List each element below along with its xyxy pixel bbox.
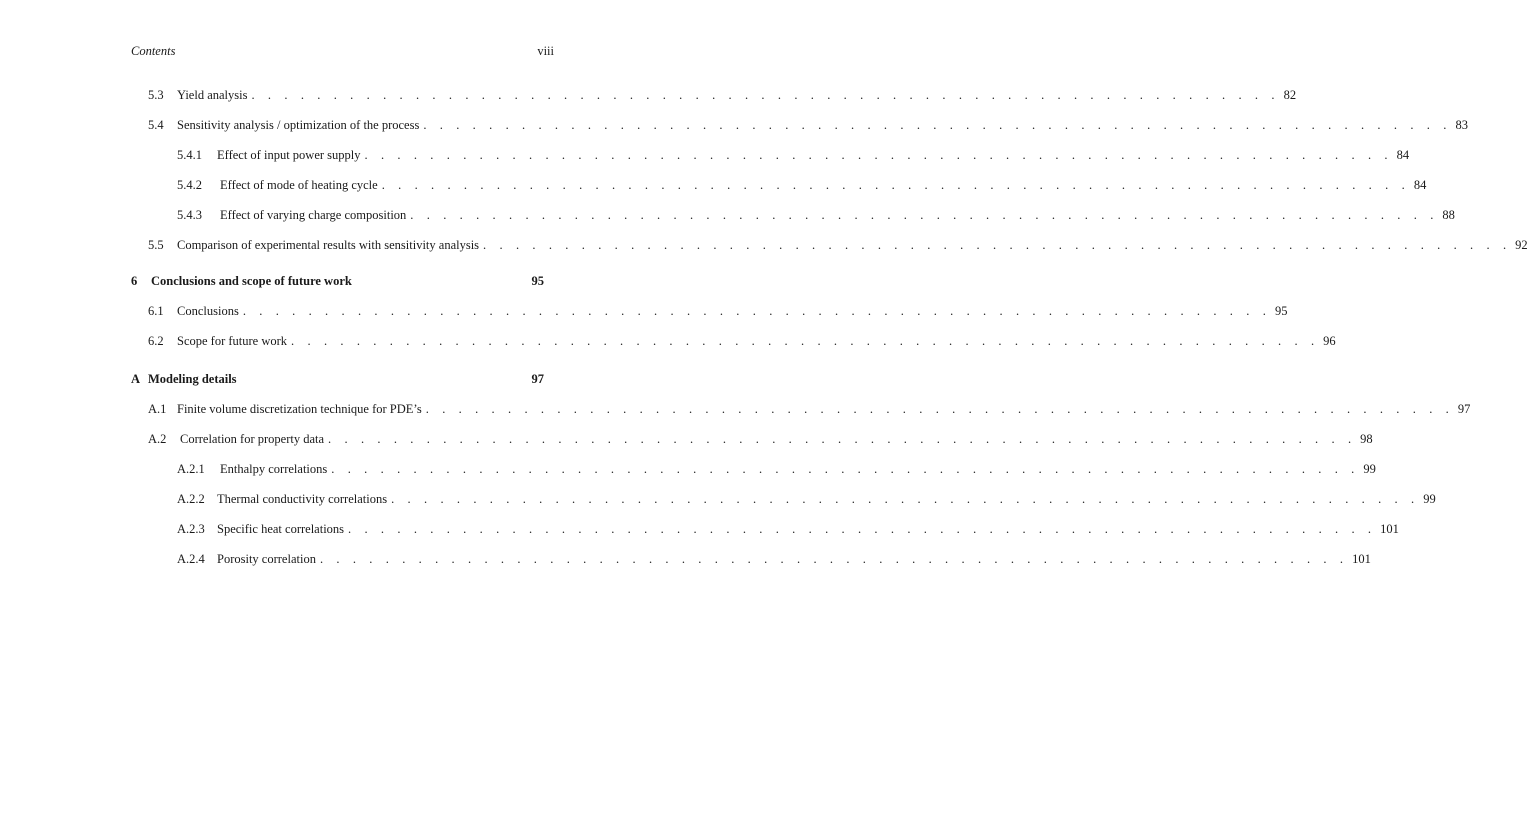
toc-entry[interactable] [177,208,1455,224]
toc-entry[interactable] [148,334,1336,350]
toc-entry-number: A.2.3 [177,522,205,536]
toc-entry-page: 82 [1283,88,1297,102]
toc-entry-number: 5.4 [148,118,164,132]
toc-chapter-title: Modeling details [148,372,237,386]
toc-entry[interactable] [148,88,1297,104]
toc-chapter-number: A [131,372,141,386]
toc-chapter-page: 97 [531,372,544,386]
toc-entry-page: 92 [1515,238,1528,252]
toc-entry-page: 101 [1380,522,1399,536]
toc-entry-number: A.2.2 [177,492,205,506]
toc-entry-number: 5.4.2 [177,178,202,192]
toc-entry-title: Comparison of experimental results with sensitivity analysis [177,238,480,252]
toc-entry-number: 5.4.1 [177,148,202,162]
toc-entry[interactable] [148,118,1468,134]
toc-entry-page: 98 [1360,432,1373,446]
toc-entry-title: Specific heat correlations [217,522,345,536]
toc-entry[interactable] [177,522,1399,538]
toc-entry-number: 5.3 [148,88,164,102]
toc-entry-title: Finite volume discretization technique for PDE’s [177,402,422,416]
leader-dots: . . . . . . . . . . . . . . . . . . . . . . . . . . . . . . . . . . . . . . . . . . . . . . . . . . . . . . . . . . . . . . . [319,552,1349,566]
leader-dots: . . . . . . . . . . . . . . . . . . . . . . . . . . . . . . . . . . . . . . . . . . . . . . . . . . . . . . . . . . . . . . . [328,432,1357,446]
toc-chapter-title: Conclusions and scope of future work [151,274,352,288]
leader-dots: . . . . . . . . . . . . . . . . . . . . . . . . . . . . . . . . . . . . . . . . . . . . . . . . . . . . . . . . . . . . . . . [242,304,1271,318]
toc-entry-number: 5.5 [148,238,164,252]
toc-entry-title: Thermal conductivity correlations [217,492,388,506]
toc-entry-page: 95 [1274,304,1288,318]
toc-entry[interactable] [177,552,1371,568]
toc-entry[interactable] [148,238,1528,254]
toc-chapter-entry[interactable] [131,372,544,388]
toc-entry-number: 5.4.3 [177,208,202,222]
toc-entry[interactable] [148,304,1288,320]
toc-entry-page: 96 [1323,334,1336,348]
toc-entry-page: 99 [1423,492,1436,506]
toc-entry-number: A.1 [148,402,167,416]
page-number: viii [537,44,554,58]
leader-dots: . . . . . . . . . . . . . . . . . . . . . . . . . . . . . . . . . . . . . . . . . . . . . . . . . . . . . . . . . . . . . . . [381,178,1410,192]
toc-chapter-entry[interactable] [131,274,544,290]
toc-entry-title: Yield analysis [177,88,248,102]
toc-entry-page: 83 [1455,118,1468,132]
toc-chapter-page: 95 [531,274,544,288]
toc-entry-title: Sensitivity analysis / optimization of the process [177,118,420,132]
toc-entry-page: 101 [1352,552,1371,566]
toc-entry[interactable] [177,492,1436,508]
leader-dots: . . . . . . . . . . . . . . . . . . . . . . . . . . . . . . . . . . . . . . . . . . . . . . . . . . . . . . . . . . . . . . . [331,462,1360,476]
toc-entry-title: Effect of input power supply [217,148,361,162]
toc-entry-page: 84 [1413,178,1427,192]
leader-dots: . . . . . . . . . . . . . . . . . . . . . . . . . . . . . . . . . . . . . . . . . . . . . . . . . . . . . . . . . . . . . . . [291,334,1320,348]
toc-entry-number: 6.1 [148,304,164,318]
leader-dots: . . . . . . . . . . . . . . . . . . . . . . . . . . . . . . . . . . . . . . . . . . . . . . . . . . . . . . . . . . . . . . . [423,118,1452,132]
toc-entry-page: 97 [1457,402,1471,416]
leader-dots: . . . . . . . . . . . . . . . . . . . . . . . . . . . . . . . . . . . . . . . . . . . . . . . . . . . . . . . . . . . . . . . [425,402,1454,416]
toc-entry-number: A.2.1 [177,462,205,476]
leader-dots: . . . . . . . . . . . . . . . . . . . . . . . . . . . . . . . . . . . . . . . . . . . . . . . . . . . . . . . . . . . . . . . [483,238,1512,252]
toc-entry-page: 84 [1396,148,1410,162]
leader-dots: . . . . . . . . . . . . . . . . . . . . . . . . . . . . . . . . . . . . . . . . . . . . . . . . . . . . . . . . . . . . . . . [410,208,1439,222]
toc-entry-title: Effect of varying charge composition [220,208,407,222]
toc-entry-title: Scope for future work [177,334,288,348]
toc-entry-title: Conclusions [177,304,239,318]
leader-dots: . . . . . . . . . . . . . . . . . . . . . . . . . . . . . . . . . . . . . . . . . . . . . . . . . . . . . . . . . . . . . . . [348,522,1377,536]
toc-entry-title: Porosity correlation [217,552,316,566]
leader-dots: . . . . . . . . . . . . . . . . . . . . . . . . . . . . . . . . . . . . . . . . . . . . . . . . . . . . . . . . . . . . . . . [251,88,1280,102]
toc-entry-number: 6.2 [148,334,164,348]
toc-entry[interactable] [148,432,1373,448]
toc-entry[interactable] [177,462,1376,478]
toc-entry[interactable] [177,178,1427,194]
toc-entry-page: 88 [1442,208,1455,222]
leader-dots: . . . . . . . . . . . . . . . . . . . . . . . . . . . . . . . . . . . . . . . . . . . . . . . . . . . . . . . . . . . . . . . [364,148,1393,162]
running-head-title: Contents [131,44,176,58]
toc-chapter-number: 6 [131,274,138,288]
toc-entry-title: Enthalpy correlations [220,462,328,476]
toc-entry[interactable] [177,148,1410,164]
toc-entry[interactable] [148,402,1471,418]
toc-entry-number: A.2 [148,432,167,446]
leader-dots: . . . . . . . . . . . . . . . . . . . . . . . . . . . . . . . . . . . . . . . . . . . . . . . . . . . . . . . . . . . . . . . [391,492,1420,506]
toc-entry-number: A.2.4 [177,552,205,566]
toc-entry-title: Correlation for property data [180,432,325,446]
toc-entry-title: Effect of mode of heating cycle [220,178,378,192]
toc-entry-page: 99 [1363,462,1376,476]
